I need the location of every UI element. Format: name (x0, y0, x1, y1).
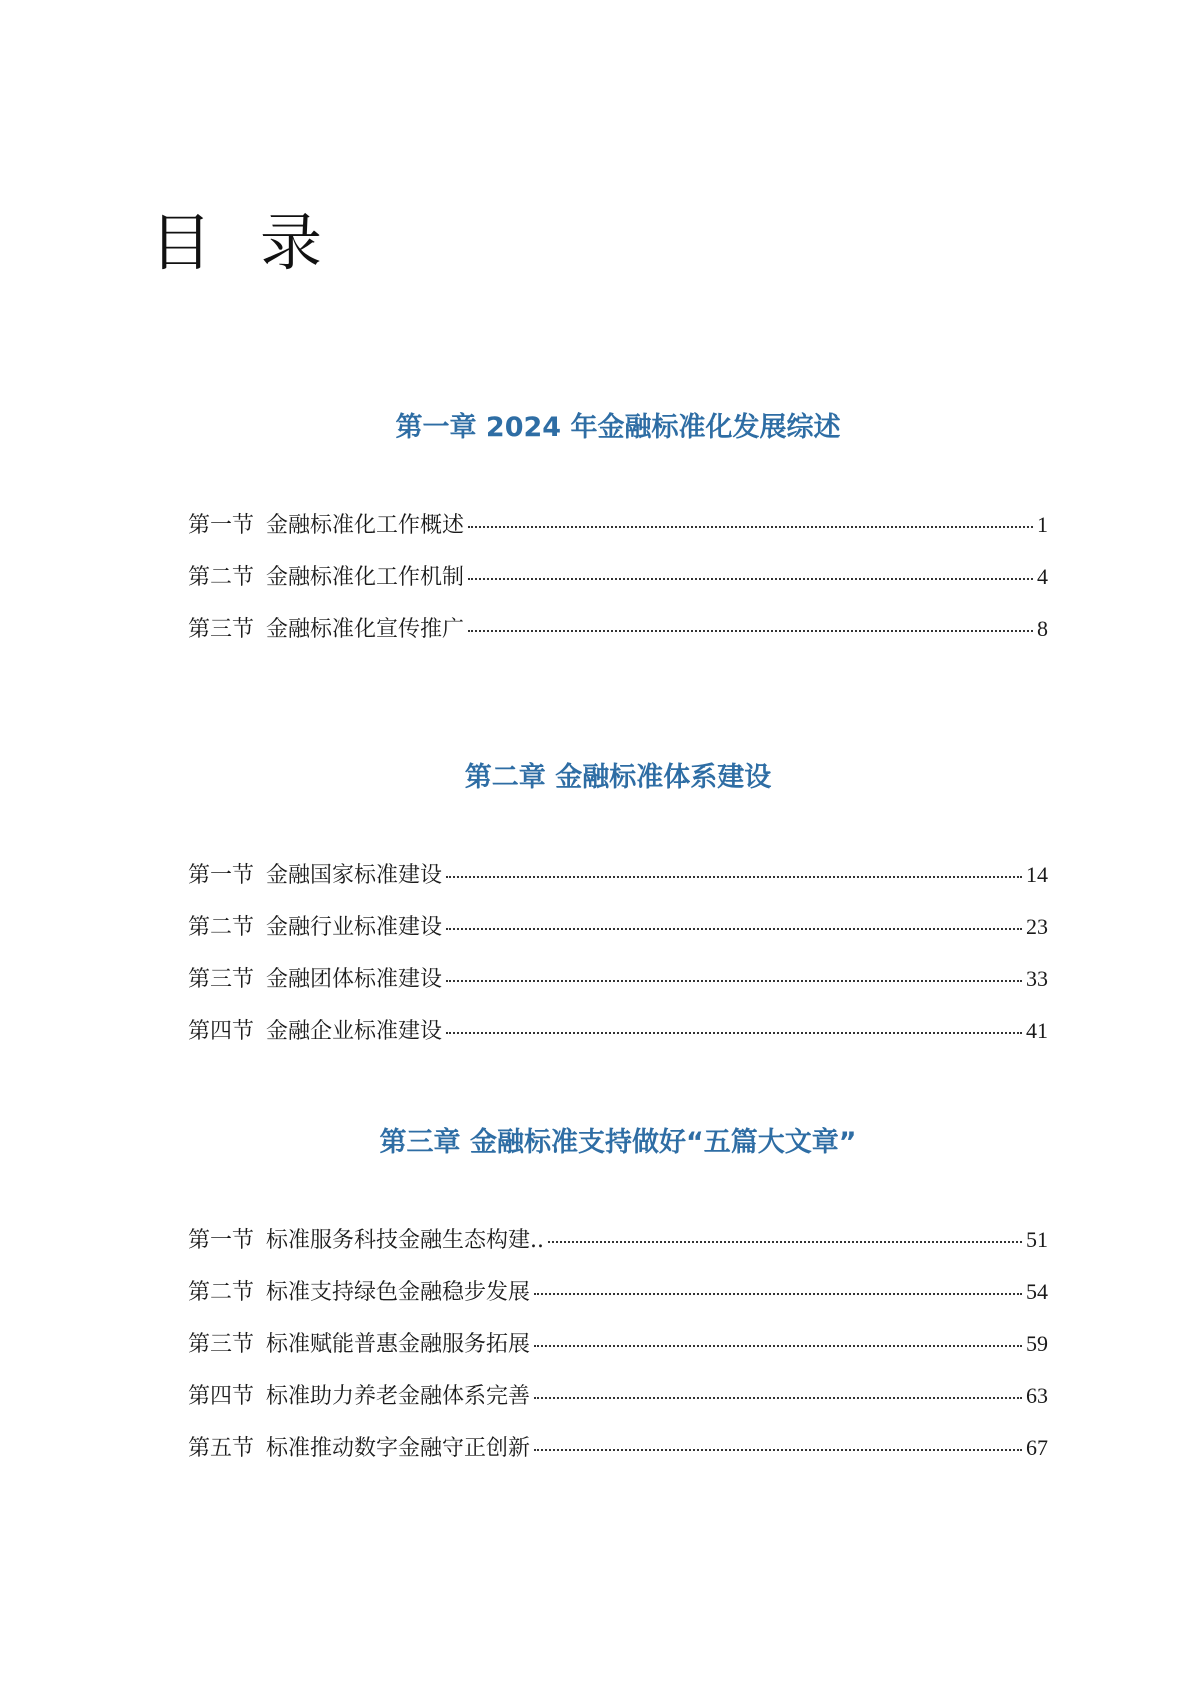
dot-leader (446, 1032, 1022, 1034)
dot-leader (446, 928, 1022, 930)
toc-entry[interactable] (188, 1277, 1048, 1329)
section-number: 第四节 (188, 1384, 255, 1409)
section-title: 标准推动数字金融守正创新 (266, 1436, 531, 1461)
section-title: 金融行业标准建设 (266, 915, 443, 940)
section-title: 金融国家标准建设 (266, 863, 443, 888)
section-title: 金融标准化工作概述 (266, 513, 465, 538)
toc-entry[interactable] (188, 1016, 1048, 1068)
section-number: 第一节 (188, 1228, 255, 1253)
chapter-3-entries (188, 1225, 1048, 1485)
dot-leader (446, 876, 1022, 878)
toc-entry[interactable] (188, 1329, 1048, 1381)
section-title: 金融标准化工作机制 (266, 565, 465, 590)
toc-entry[interactable] (188, 614, 1048, 666)
page-number: 8 (1037, 616, 1048, 641)
section-number: 第二节 (188, 565, 255, 590)
section-number: 第四节 (188, 1019, 255, 1044)
chapter-1-entries (188, 510, 1048, 666)
dot-leader (468, 526, 1033, 528)
section-number: 第一节 (188, 513, 255, 538)
dot-leader (534, 1449, 1022, 1451)
dot-leader (446, 980, 1022, 982)
section-number: 第二节 (188, 1280, 255, 1305)
page-number: 63 (1026, 1383, 1048, 1408)
section-title: 金融标准化宣传推广 (266, 617, 465, 642)
dot-leader (534, 1397, 1022, 1399)
page-number: 54 (1026, 1279, 1048, 1304)
toc-entry[interactable] (188, 964, 1048, 1016)
page-title: 目录 (150, 206, 371, 279)
page-number: 41 (1026, 1018, 1048, 1043)
section-number: 第三节 (188, 617, 255, 642)
dot-leader (534, 1345, 1022, 1347)
page-number: 51 (1026, 1227, 1048, 1252)
toc-entry[interactable] (188, 860, 1048, 912)
page-number: 67 (1026, 1435, 1048, 1460)
toc-entry[interactable] (188, 510, 1048, 562)
dot-leader (548, 1241, 1022, 1243)
dot-leader (534, 1293, 1022, 1295)
section-number: 第三节 (188, 1332, 255, 1357)
toc-entry[interactable] (188, 1433, 1048, 1485)
dot-leader (468, 630, 1033, 632)
toc-entry[interactable] (188, 912, 1048, 964)
chapter-title[interactable]: 第二章 金融标准体系建设 (464, 762, 772, 793)
section-title: 标准服务科技金融生态构建.. (266, 1228, 545, 1253)
page-number: 59 (1026, 1331, 1048, 1356)
toc-entry[interactable] (188, 562, 1048, 614)
section-title: 标准赋能普惠金融服务拓展 (266, 1332, 531, 1357)
section-title: 标准助力养老金融体系完善 (266, 1384, 531, 1409)
section-number: 第二节 (188, 915, 255, 940)
chapter-title[interactable]: 第三章 金融标准支持做好“五篇大文章” (379, 1127, 857, 1158)
page-number: 33 (1026, 966, 1048, 991)
page-number: 14 (1026, 862, 1048, 887)
page-number: 1 (1037, 512, 1048, 537)
page-number: 4 (1037, 564, 1048, 589)
toc-entry[interactable] (188, 1225, 1048, 1277)
section-title: 金融团体标准建设 (266, 967, 443, 992)
section-number: 第五节 (188, 1436, 255, 1461)
section-number: 第一节 (188, 863, 255, 888)
section-title: 金融企业标准建设 (266, 1019, 443, 1044)
page-number: 23 (1026, 914, 1048, 939)
chapter-2-entries (188, 860, 1048, 1068)
section-title: 标准支持绿色金融稳步发展 (266, 1280, 531, 1305)
dot-leader (468, 578, 1033, 580)
section-number: 第三节 (188, 967, 255, 992)
chapter-title[interactable]: 第一章 2024 年金融标准化发展综述 (395, 412, 841, 443)
toc-entry[interactable] (188, 1381, 1048, 1433)
